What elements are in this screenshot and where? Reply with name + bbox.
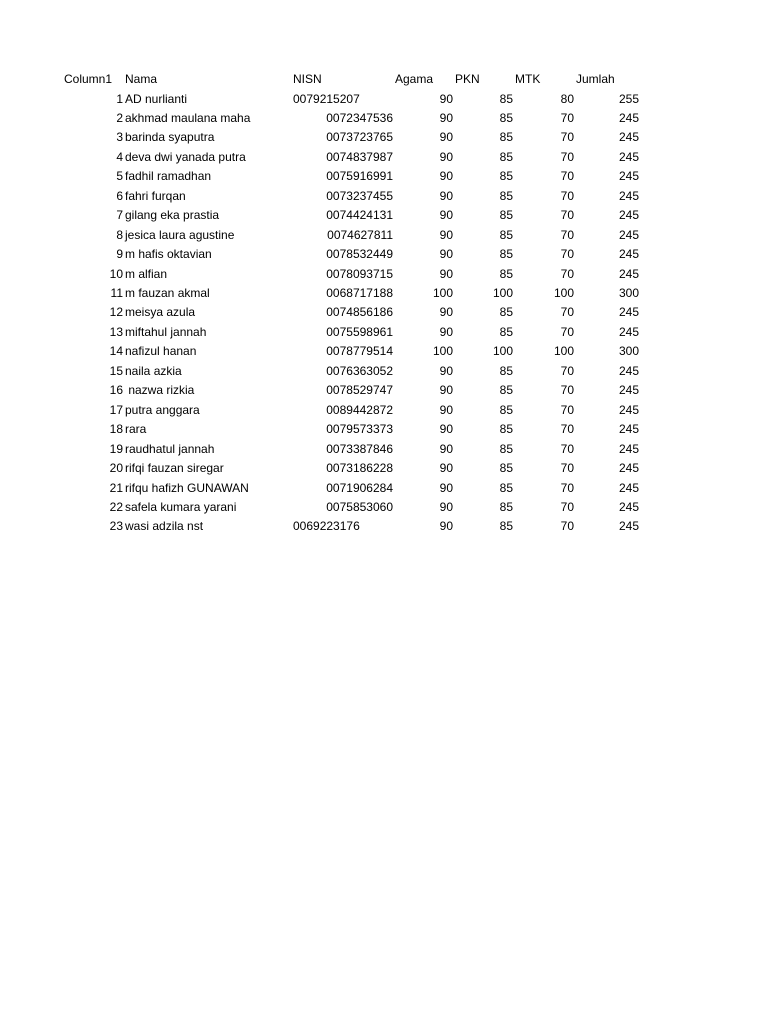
row-nisn: 0068717188: [326, 286, 393, 300]
row-number: 10: [109, 266, 123, 281]
row-pkn: 85: [499, 461, 513, 476]
table-row: [0, 167, 768, 186]
row-agama: 90: [439, 305, 453, 320]
row-number: 16: [109, 383, 123, 398]
row-mtk: 70: [560, 130, 574, 145]
row-number: 8: [116, 227, 123, 242]
row-nama: fahri furqan: [125, 188, 186, 203]
row-mtk: 70: [560, 266, 574, 281]
row-nama: deva dwi yanada putra: [125, 149, 246, 164]
row-agama: 90: [439, 441, 453, 456]
row-mtk: 70: [560, 441, 574, 456]
row-pkn: 85: [499, 247, 513, 262]
row-nama: rifqi fauzan siregar: [125, 461, 224, 476]
row-mtk: 70: [560, 402, 574, 417]
row-jumlah: 245: [618, 227, 639, 242]
row-jumlah: 300: [618, 344, 639, 359]
table-row: [0, 187, 768, 206]
row-pkn: 85: [499, 441, 513, 456]
row-mtk: 70: [560, 461, 574, 476]
row-nisn: 0074837987: [326, 149, 393, 164]
row-agama: 90: [439, 363, 453, 378]
row-nisn: 0078779514: [326, 344, 393, 359]
table-row: [0, 459, 768, 478]
row-number: 7: [116, 208, 123, 223]
row-jumlah: 245: [618, 383, 639, 398]
table-row: [0, 90, 768, 109]
row-agama: 90: [439, 402, 453, 417]
row-nama: naila azkia: [125, 363, 182, 378]
row-mtk: 70: [560, 208, 574, 223]
row-nisn: 0075598961: [326, 324, 393, 339]
row-number: 20: [109, 461, 123, 476]
row-mtk: 100: [553, 344, 574, 359]
row-nisn: 0073186228: [326, 461, 393, 476]
row-jumlah: 245: [618, 461, 639, 476]
row-mtk: 70: [560, 305, 574, 320]
row-jumlah: 245: [618, 422, 639, 437]
row-jumlah: 245: [618, 130, 639, 145]
row-number: 5: [116, 169, 123, 184]
row-jumlah: 245: [618, 208, 639, 223]
row-nisn: 0071906284: [326, 480, 393, 495]
row-nisn: 0078529747: [326, 383, 393, 398]
row-number: 12: [109, 305, 123, 320]
row-number: 18: [109, 422, 123, 437]
row-nama: barinda syaputra: [125, 130, 215, 145]
row-agama: 90: [439, 247, 453, 262]
row-nisn: 0079573373: [326, 422, 393, 437]
row-mtk: 70: [560, 383, 574, 398]
row-nama: gilang eka prastia: [125, 208, 220, 223]
row-nama: nafizul hanan: [125, 344, 197, 359]
row-number: 1: [116, 91, 123, 106]
row-nisn: 0074627811: [327, 227, 393, 242]
table-row: [0, 401, 768, 420]
row-nama: m fauzan akmal: [125, 286, 210, 300]
row-jumlah: 245: [618, 402, 639, 417]
row-number: 14: [109, 344, 123, 359]
row-agama: 90: [439, 208, 453, 223]
table-row: [0, 226, 768, 245]
row-pkn: 85: [499, 169, 513, 184]
row-mtk: 70: [560, 149, 574, 164]
row-nama: fadhil ramadhan: [125, 169, 212, 184]
row-pkn: 85: [499, 91, 513, 106]
row-number: 2: [116, 110, 123, 125]
row-agama: 90: [439, 266, 453, 281]
table-row: [0, 498, 768, 517]
row-nisn: 0078532449: [326, 247, 393, 262]
row-jumlah: 245: [618, 110, 639, 125]
row-nisn: 0089442872: [326, 402, 393, 417]
row-nama: safela kumara yarani: [125, 499, 237, 514]
row-agama: 90: [439, 188, 453, 203]
table-row: [0, 440, 768, 459]
row-pkn: 85: [499, 188, 513, 203]
row-mtk: 70: [560, 519, 574, 534]
table-row: [0, 420, 768, 439]
row-mtk: 70: [560, 188, 574, 203]
row-nama: wasi adzila nst: [125, 519, 204, 534]
row-jumlah: 245: [618, 169, 639, 184]
row-agama: 90: [439, 227, 453, 242]
header-column1: Column1: [64, 72, 113, 86]
row-nama: raudhatul jannah: [125, 441, 215, 456]
row-agama: 90: [439, 130, 453, 145]
row-pkn: 85: [499, 519, 513, 534]
row-nama: AD nurlianti: [125, 91, 188, 106]
row-pkn: 100: [492, 344, 513, 359]
row-nisn: 0079215207: [293, 91, 360, 106]
header-jumlah: Jumlah: [576, 72, 615, 86]
row-pkn: 85: [499, 402, 513, 417]
header-nama: Nama: [125, 72, 158, 86]
row-jumlah: 245: [618, 363, 639, 378]
row-jumlah: 255: [618, 91, 639, 106]
table-row: [0, 265, 768, 284]
row-mtk: 70: [560, 227, 574, 242]
row-nama: jesica laura agustine: [125, 227, 235, 242]
row-nisn: 0069223176: [293, 519, 360, 534]
row-jumlah: 245: [618, 149, 639, 164]
row-nisn: 0073723765: [326, 130, 393, 145]
table-row: [0, 284, 768, 303]
row-nama: rara: [125, 422, 147, 437]
table-row: [0, 517, 768, 536]
row-pkn: 85: [499, 499, 513, 514]
row-number: 9: [116, 247, 123, 262]
row-nama: rifqu hafizh GUNAWAN: [125, 480, 249, 495]
table-row: [0, 245, 768, 264]
row-pkn: 85: [499, 363, 513, 378]
row-jumlah: 245: [618, 247, 639, 262]
row-number: 17: [109, 402, 123, 417]
row-agama: 100: [432, 286, 453, 300]
row-jumlah: 245: [618, 480, 639, 495]
row-mtk: 80: [560, 91, 574, 106]
row-pkn: 100: [492, 286, 513, 300]
row-nisn: 0073237455: [326, 188, 393, 203]
table-row: [0, 362, 768, 381]
table-row: [0, 303, 768, 322]
row-pkn: 85: [499, 208, 513, 223]
row-agama: 90: [439, 519, 453, 534]
row-mtk: 70: [560, 169, 574, 184]
row-pkn: 85: [499, 324, 513, 339]
row-nisn: 0074856186: [326, 305, 393, 320]
row-agama: 90: [439, 324, 453, 339]
row-jumlah: 245: [618, 441, 639, 456]
row-nisn: 0074424131: [326, 208, 393, 223]
header-row: [0, 70, 768, 89]
header-agama: Agama: [395, 72, 434, 86]
row-jumlah: 245: [618, 305, 639, 320]
row-agama: 90: [439, 461, 453, 476]
row-nama: putra anggara: [125, 402, 200, 417]
row-agama: 90: [439, 480, 453, 495]
row-pkn: 85: [499, 305, 513, 320]
row-nama: miftahul jannah: [125, 324, 207, 339]
row-pkn: 85: [499, 422, 513, 437]
row-pkn: 85: [499, 110, 513, 125]
row-agama: 90: [439, 110, 453, 125]
row-jumlah: 245: [618, 519, 639, 534]
row-number: 4: [116, 149, 123, 164]
table-row: [0, 323, 768, 342]
row-agama: 90: [439, 422, 453, 437]
row-agama: 90: [439, 149, 453, 164]
row-nama: nazwa rizkia: [125, 383, 195, 398]
row-jumlah: 300: [618, 286, 639, 300]
row-nisn: 0075916991: [326, 169, 393, 184]
row-pkn: 85: [499, 227, 513, 242]
table-row: [0, 206, 768, 225]
row-nama: akhmad maulana maha: [125, 110, 251, 125]
row-mtk: 70: [560, 499, 574, 514]
row-pkn: 85: [499, 149, 513, 164]
row-nisn: 0078093715: [326, 266, 393, 281]
row-number: 15: [109, 363, 123, 378]
row-mtk: 70: [560, 110, 574, 125]
row-jumlah: 245: [618, 266, 639, 281]
row-nama: m alfian: [125, 266, 168, 281]
row-number: 13: [109, 324, 123, 339]
row-pkn: 85: [499, 480, 513, 495]
row-number: 21: [109, 480, 123, 495]
row-mtk: 70: [560, 480, 574, 495]
row-mtk: 70: [560, 363, 574, 378]
row-pkn: 85: [499, 383, 513, 398]
row-mtk: 70: [560, 324, 574, 339]
row-number: 19: [109, 441, 123, 456]
row-mtk: 70: [560, 247, 574, 262]
row-nisn: 0076363052: [326, 363, 393, 378]
row-jumlah: 245: [618, 188, 639, 203]
row-jumlah: 245: [618, 499, 639, 514]
row-number: 3: [116, 130, 123, 145]
header-mtk: MTK: [515, 72, 541, 86]
row-agama: 90: [439, 169, 453, 184]
row-jumlah: 245: [618, 324, 639, 339]
row-agama: 90: [439, 91, 453, 106]
row-pkn: 85: [499, 266, 513, 281]
table-row: [0, 109, 768, 128]
row-number: 6: [116, 188, 123, 203]
table-row: [0, 381, 768, 400]
row-mtk: 70: [560, 422, 574, 437]
row-agama: 90: [439, 499, 453, 514]
row-nisn: 0075853060: [326, 499, 393, 514]
table-row: [0, 479, 768, 498]
row-mtk: 100: [553, 286, 574, 300]
row-number: 23: [109, 519, 123, 534]
row-agama: 90: [439, 383, 453, 398]
table-row: [0, 342, 768, 361]
row-number: 11: [110, 286, 123, 300]
row-nama: m hafis oktavian: [125, 247, 212, 262]
table-row: [0, 128, 768, 147]
row-nama: meisya azula: [125, 305, 196, 320]
header-pkn: PKN: [455, 72, 480, 86]
row-nisn: 0072347536: [326, 110, 393, 125]
row-number: 22: [109, 499, 123, 514]
row-pkn: 85: [499, 130, 513, 145]
table-row: [0, 148, 768, 167]
row-nisn: 0073387846: [326, 441, 393, 456]
header-nisn: NISN: [293, 72, 322, 86]
row-agama: 100: [432, 344, 453, 359]
